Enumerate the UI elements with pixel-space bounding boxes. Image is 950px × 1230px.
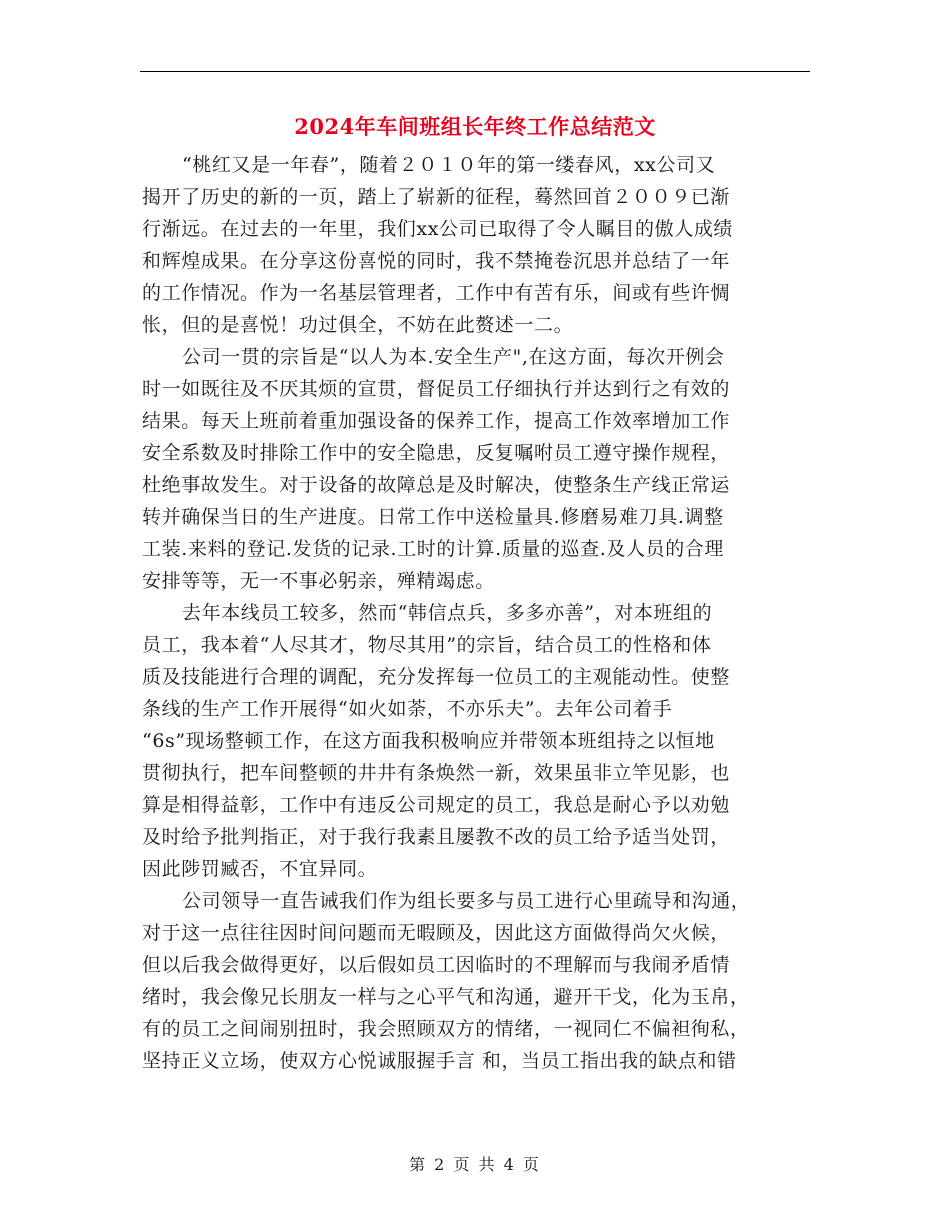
paragraph-2-line-4: 安全系数及时排除工作中的安全隐患，反复嘱咐员工遵守操作规程， xyxy=(142,442,731,464)
paragraph-4-line-4: 绪时，我会像兄长朋友一样与之心平气和沟通，避开干戈，化为玉帛， xyxy=(142,986,750,1008)
paragraph-3-line-8: 及时给予批判指正，对于我行我素且屡教不改的员工给予适当处罚， xyxy=(142,826,731,848)
paragraph-2-line-7: 工装.来料的登记.发货的记录.工时的计算.质量的巡查.及人员的合理 xyxy=(142,538,724,560)
paragraph-2-line-6: 转并确保当日的生产进度。日常工作中送检量具.修磨易难刀具.调整 xyxy=(142,506,724,528)
paragraph-3-line-3: 质及技能进行合理的调配，充分发挥每一位员工的主观能动性。使整 xyxy=(142,666,731,688)
document-title: 2024年车间班组长年终工作总结范文 xyxy=(294,114,656,139)
paragraph-3-line-5: “6s”现场整顿工作，在这方面我积极响应并带领本班组持之以恒地 xyxy=(142,730,715,752)
paragraph-3-line-9: 因此陟罚臧否，不宜异同。 xyxy=(142,858,378,880)
paragraph-3-line-7: 算是相得益彰，工作中有违反公司规定的员工，我总是耐心予以劝勉 xyxy=(142,794,731,816)
paragraph-1-line-2: 揭开了历史的新的一页，踏上了崭新的征程，蓦然回首２００９已渐 xyxy=(142,186,731,208)
paragraph-2-line-2: 时一如既往及不厌其烦的宣贯，督促员工仔细执行并达到行之有效的 xyxy=(142,378,731,400)
paragraph-3-line-1: 去年本线员工较多，然而“韩信点兵，多多亦善”，对本班组的 xyxy=(182,602,713,624)
header-rule xyxy=(140,71,810,72)
paragraph-2-line-8: 安排等等，无一不事必躬亲，殚精竭虑。 xyxy=(142,570,495,592)
page-number-footer: 第 2 页 共 4 页 xyxy=(409,1155,541,1174)
document-body xyxy=(142,149,810,1077)
paragraph-4-line-3: 但以后我会做得更好，以后假如员工因临时的不理解而与我闹矛盾情 xyxy=(142,954,731,976)
paragraph-4-line-6: 坚持正义立场，使双方心悦诚服握手言 和，当员工指出我的缺点和错 xyxy=(142,1050,737,1072)
paragraph-2-line-3: 结果。每天上班前着重加强设备的保养工作，提高工作效率增加工作 xyxy=(142,410,731,432)
paragraph-2-line-5: 杜绝事故发生。对于设备的故障总是及时解决，使整条生产线正常运 xyxy=(142,474,731,496)
paragraph-1-line-3: 行渐远。在过去的一年里，我们xx公司已取得了令人瞩目的傲人成绩 xyxy=(142,218,734,240)
paragraph-4-line-2: 对于这一点往往因时间问题而无暇顾及，因此这方面做得尚欠火候， xyxy=(142,922,731,944)
paragraph-3-line-2: 员工，我本着“人尽其才，物尽其用”的宗旨，结合员工的性格和体 xyxy=(142,634,712,656)
paragraph-3-line-6: 贯彻执行，把车间整顿的井井有条焕然一新，效果虽非立竿见影，也 xyxy=(142,762,731,784)
paragraph-4-line-1: 公司领导一直告诫我们作为组长要多与员工进行心里疏导和沟通， xyxy=(182,890,751,912)
paragraph-4-line-5: 有的员工之间闹别扭时，我会照顾双方的情绪，一视同仁不偏袒徇私， xyxy=(142,1018,750,1040)
paragraph-2-line-1: 公司一贯的宗旨是“以人为本.安全生产",在这方面，每次开例会 xyxy=(182,346,725,368)
paragraph-3-line-4: 条线的生产工作开展得“如火如荼，不亦乐夫”。去年公司着手 xyxy=(142,698,673,720)
paragraph-1-line-1: “桃红又是一年春”，随着２０１０年的第一缕春风，xx公司又 xyxy=(182,154,716,176)
paragraph-1-line-5: 的工作情况。作为一名基层管理者，工作中有苦有乐，间或有些许惆 xyxy=(142,282,731,304)
paragraph-1-line-4: 和辉煌成果。在分享这份喜悦的同时，我不禁掩卷沉思并总结了一年 xyxy=(142,250,731,272)
paragraph-1-line-6: 怅，但的是喜悦！功过俱全，不妨在此赘述一二。 xyxy=(142,314,574,336)
